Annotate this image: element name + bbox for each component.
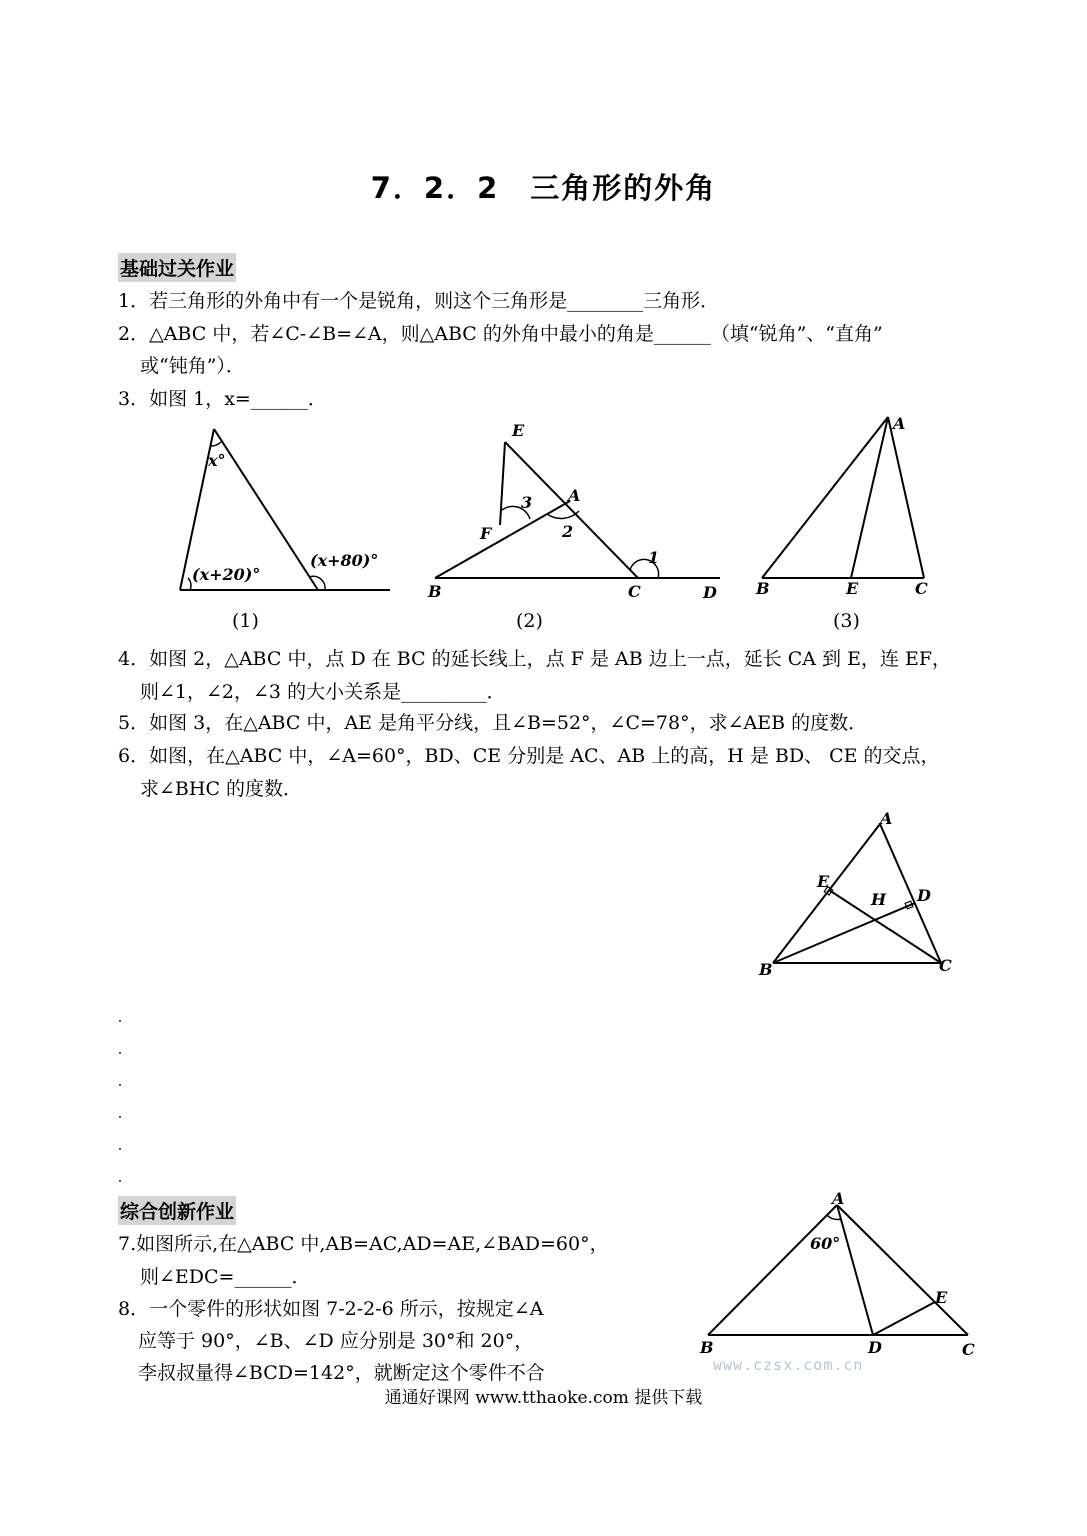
fig6-label-C: C — [939, 956, 952, 975]
fig2-label-D: D — [703, 583, 717, 602]
fig3-label-C: C — [915, 579, 928, 598]
fig3-line-AC — [888, 417, 924, 578]
figure-q7 — [690, 1185, 990, 1375]
figure-2 — [420, 415, 730, 605]
question-6-line-1: 6．如图，在△ABC 中，∠A=60°，BD、CE 分别是 AC、AB 上的高，H 是 BD、 CE 的交点， — [118, 745, 940, 767]
fig2-label-B: B — [428, 582, 442, 601]
fig2-label-3: 3 — [521, 493, 533, 512]
question-8-line-2: 应等于 90°，∠B、∠D 应分别是 30°和 20°， — [138, 1330, 534, 1352]
fig1-label-x80: (x+80)° — [310, 551, 379, 570]
question-6-line-2: 求∠BHC 的度数． — [140, 778, 303, 800]
margin-dot — [119, 1052, 121, 1054]
fig7-line-AC — [837, 1205, 968, 1335]
fig1-label-x: x° — [208, 451, 226, 470]
fig7-line-BA — [708, 1205, 837, 1335]
question-8-line-1: 8．一个零件的形状如图 7-2-2-6 所示，按规定∠A — [118, 1298, 544, 1320]
question-7-line-2: 则∠EDC=______． — [140, 1266, 311, 1288]
fig7-label-D: D — [868, 1338, 882, 1357]
section-basic-heading: 基础过关作业 — [118, 253, 236, 282]
figure-2-caption: (2) — [516, 610, 543, 632]
fig2-line-EF — [500, 442, 505, 525]
figure-3 — [752, 408, 942, 603]
fig6-label-B: B — [759, 960, 773, 979]
figure-3-caption: (3) — [833, 610, 860, 632]
fig3-label-B: B — [756, 579, 770, 598]
fig7-label-C: C — [962, 1340, 975, 1359]
question-2-line-2: 或“钝角”）． — [140, 355, 245, 377]
question-3: 3．如图 1，x=______． — [118, 388, 327, 410]
fig2-line-BA — [435, 501, 570, 578]
fig7-line-AD — [837, 1205, 873, 1335]
fig7-label-A: A — [832, 1189, 845, 1208]
fig6-label-H: H — [871, 890, 887, 909]
fig6-label-A: A — [880, 809, 893, 828]
fig6-label-D: D — [917, 886, 931, 905]
figure-q6 — [755, 808, 965, 983]
fig7-label-60: 60° — [810, 1234, 841, 1253]
question-2-line-1: 2．△ABC 中，若∠C-∠B=∠A，则△ABC 的外角中最小的角是______（填“锐角”、“直角” — [118, 323, 883, 345]
fig1-label-x20: (x+20)° — [192, 565, 261, 584]
figure-1 — [170, 420, 400, 605]
fig7-line-DE — [873, 1302, 935, 1335]
page-title: 7．2．2 三角形的外角 — [370, 171, 717, 205]
fig7-arc-60 — [827, 1215, 841, 1220]
fig2-label-E: E — [512, 421, 525, 440]
watermark: www.czsx.com.cn — [713, 1356, 864, 1374]
fig2-label-F: F — [480, 524, 492, 543]
question-1: 1．若三角形的外角中有一个是锐角，则这个三角形是________三角形． — [118, 290, 720, 312]
fig1-left-arc — [188, 578, 191, 590]
fig7-label-B: B — [700, 1338, 714, 1357]
margin-dot — [119, 1020, 121, 1022]
question-8-line-3: 李叔叔量得∠BCD=142°，就断定这个零件不合 — [138, 1362, 545, 1384]
figure-1-caption: (1) — [232, 610, 259, 632]
footer-source: 通通好课网 www.tthaoke.com 提供下载 — [384, 1388, 703, 1408]
margin-dot — [119, 1116, 121, 1118]
margin-dot — [119, 1180, 121, 1182]
fig2-label-A: A — [568, 486, 581, 505]
fig2-label-1: 1 — [648, 548, 660, 567]
question-4-line-1: 4．如图 2，△ABC 中，点 D 在 BC 的延长线上，点 F 是 AB 边上一点，延长 CA 到 E，连 EF， — [118, 648, 952, 670]
fig6-label-E: E — [817, 872, 830, 891]
margin-dot — [119, 1084, 121, 1086]
question-5: 5．如图 3，在△ABC 中，AE 是角平分线，且∠B=52°，∠C=78°，求∠AEB 的度数． — [118, 712, 868, 734]
fig2-label-2: 2 — [562, 522, 574, 541]
fig7-label-E: E — [935, 1288, 948, 1307]
fig3-label-A: A — [893, 414, 906, 433]
question-4-line-2: 则∠1，∠2，∠3 的大小关系是_________． — [140, 681, 506, 703]
fig2-label-C: C — [628, 582, 641, 601]
section-creative-heading: 综合创新作业 — [118, 1196, 236, 1225]
question-7-line-1: 7.如图所示,在△ABC 中,AB=AC,AD=AE,∠BAD=60°， — [118, 1233, 609, 1255]
margin-dot — [119, 1148, 121, 1150]
fig3-label-E: E — [846, 579, 859, 598]
